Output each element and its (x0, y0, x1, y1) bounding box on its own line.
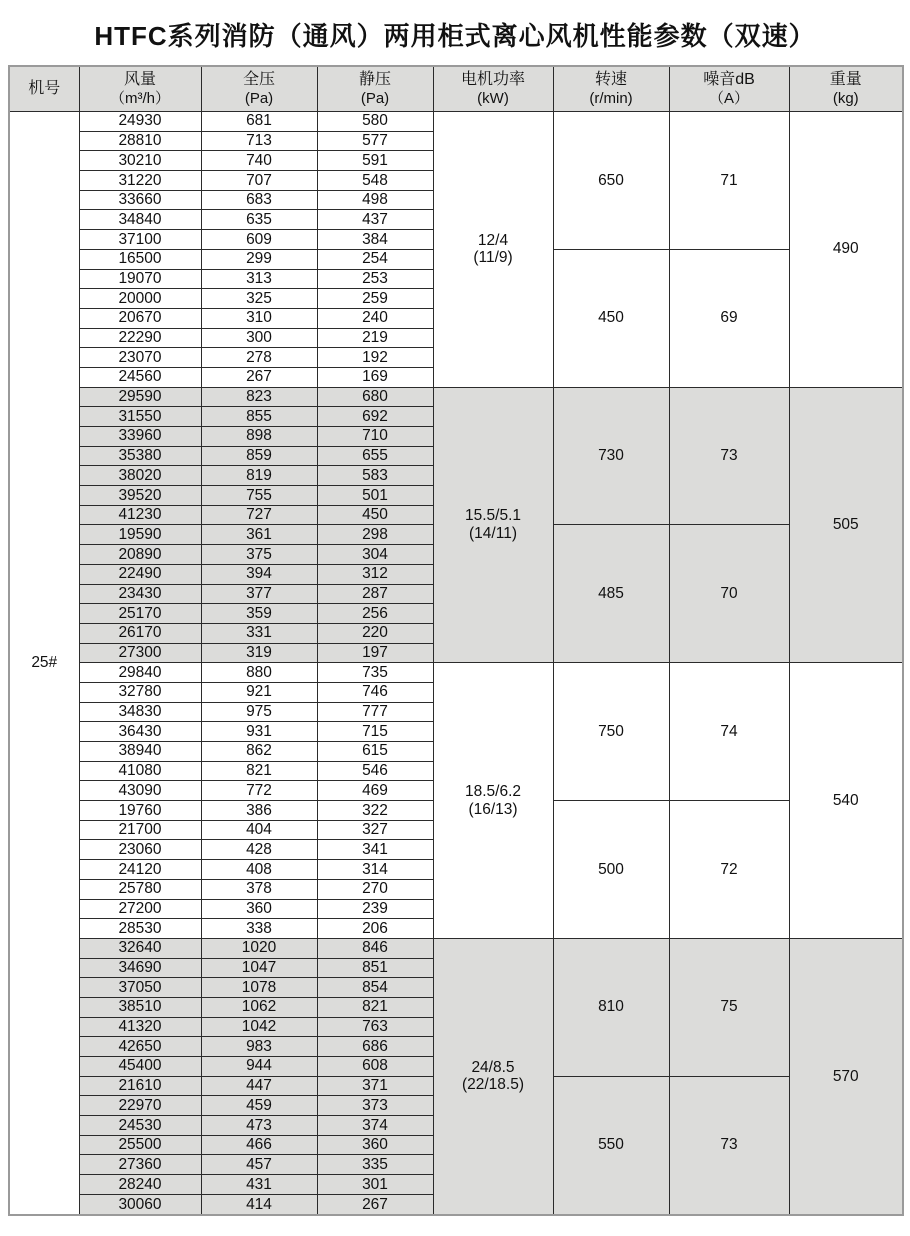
airflow-cell: 29590 (79, 387, 201, 407)
static-pressure-cell: 437 (317, 210, 433, 230)
total-pressure-cell: 447 (201, 1076, 317, 1096)
motor-power-cell (433, 663, 553, 939)
static-pressure-cell: 374 (317, 1116, 433, 1136)
total-pressure-cell: 466 (201, 1135, 317, 1155)
total-pressure-cell: 338 (201, 919, 317, 939)
speed-cell: 500 (553, 801, 669, 939)
static-pressure-cell: 577 (317, 131, 433, 151)
airflow-cell: 43090 (79, 781, 201, 801)
airflow-cell: 20000 (79, 289, 201, 309)
static-pressure-cell: 287 (317, 584, 433, 604)
static-pressure-cell: 655 (317, 446, 433, 466)
total-pressure-cell: 921 (201, 682, 317, 702)
static-pressure-cell: 715 (317, 722, 433, 742)
airflow-cell: 29840 (79, 663, 201, 683)
noise-cell: 74 (669, 663, 789, 801)
airflow-cell: 31220 (79, 171, 201, 191)
noise-cell: 75 (669, 938, 789, 1076)
total-pressure-cell: 855 (201, 407, 317, 427)
total-pressure-cell: 681 (201, 112, 317, 132)
header-total-pressure-unit: (Pa) (244, 89, 274, 107)
static-pressure-cell: 259 (317, 289, 433, 309)
header-motor-power-label: 电机功率 (460, 71, 525, 89)
header-total-pressure-label: 全压 (242, 71, 275, 89)
motor-power-line1: 24/8.5 (471, 1058, 515, 1076)
total-pressure-cell: 1062 (201, 997, 317, 1017)
total-pressure-cell: 431 (201, 1175, 317, 1195)
airflow-cell: 41080 (79, 761, 201, 781)
airflow-cell: 33660 (79, 190, 201, 210)
airflow-cell: 27200 (79, 899, 201, 919)
static-pressure-cell: 360 (317, 1135, 433, 1155)
header-noise (669, 66, 789, 112)
header-airflow-label: 风量 (123, 71, 156, 89)
airflow-cell: 23430 (79, 584, 201, 604)
static-pressure-cell: 270 (317, 879, 433, 899)
airflow-cell: 32640 (79, 938, 201, 958)
airflow-cell: 38020 (79, 466, 201, 486)
static-pressure-cell: 322 (317, 801, 433, 821)
speed-cell: 450 (553, 249, 669, 387)
static-pressure-cell: 763 (317, 1017, 433, 1037)
motor-power-line2: (14/11) (469, 524, 517, 542)
airflow-cell: 16500 (79, 249, 201, 269)
header-machine-no (9, 66, 79, 112)
noise-cell: 71 (669, 112, 789, 250)
table-row (9, 387, 903, 407)
airflow-cell: 19590 (79, 525, 201, 545)
static-pressure-cell: 239 (317, 899, 433, 919)
static-pressure-cell: 450 (317, 505, 433, 525)
total-pressure-cell: 931 (201, 722, 317, 742)
total-pressure-cell: 821 (201, 761, 317, 781)
static-pressure-cell: 591 (317, 151, 433, 171)
header-motor-power-unit: (kW) (477, 89, 509, 107)
static-pressure-cell: 686 (317, 1037, 433, 1057)
airflow-cell: 27300 (79, 643, 201, 663)
static-pressure-cell: 327 (317, 820, 433, 840)
header-static-pressure (317, 66, 433, 112)
static-pressure-cell: 580 (317, 112, 433, 132)
airflow-cell: 25500 (79, 1135, 201, 1155)
static-pressure-cell: 821 (317, 997, 433, 1017)
static-pressure-cell: 254 (317, 249, 433, 269)
motor-power-line1: 18.5/6.2 (464, 782, 522, 800)
total-pressure-cell: 635 (201, 210, 317, 230)
header-noise-unit: （A） (708, 89, 749, 107)
static-pressure-cell: 608 (317, 1057, 433, 1077)
static-pressure-cell: 615 (317, 742, 433, 762)
total-pressure-cell: 1042 (201, 1017, 317, 1037)
airflow-cell: 32780 (79, 682, 201, 702)
table-row (9, 938, 903, 958)
airflow-cell: 21700 (79, 820, 201, 840)
static-pressure-cell: 335 (317, 1155, 433, 1175)
static-pressure-cell: 219 (317, 328, 433, 348)
machine-number-cell: 25# (9, 112, 79, 1216)
static-pressure-cell: 298 (317, 525, 433, 545)
static-pressure-cell: 854 (317, 978, 433, 998)
speed-cell: 650 (553, 112, 669, 250)
total-pressure-cell: 1078 (201, 978, 317, 998)
airflow-cell: 30060 (79, 1194, 201, 1215)
table-header (9, 66, 903, 112)
page-title: HTFC系列消防（通风）两用柜式离心风机性能参数（双速） (94, 21, 816, 51)
airflow-cell: 24120 (79, 860, 201, 880)
header-speed-unit: (r/min) (589, 89, 633, 107)
airflow-cell: 34840 (79, 210, 201, 230)
static-pressure-cell: 777 (317, 702, 433, 722)
airflow-cell: 24560 (79, 367, 201, 387)
airflow-cell: 34830 (79, 702, 201, 722)
total-pressure-cell: 707 (201, 171, 317, 191)
speed-cell: 750 (553, 663, 669, 801)
static-pressure-cell: 735 (317, 663, 433, 683)
airflow-cell: 24530 (79, 1116, 201, 1136)
total-pressure-cell: 859 (201, 446, 317, 466)
total-pressure-cell: 457 (201, 1155, 317, 1175)
table-row (9, 112, 903, 132)
airflow-cell: 19760 (79, 801, 201, 821)
static-pressure-cell: 192 (317, 348, 433, 368)
total-pressure-cell: 1020 (201, 938, 317, 958)
static-pressure-cell: 197 (317, 643, 433, 663)
static-pressure-cell: 304 (317, 545, 433, 565)
static-pressure-cell: 384 (317, 230, 433, 250)
header-total-pressure (201, 66, 317, 112)
weight-cell: 505 (789, 387, 903, 663)
speed-cell: 485 (553, 525, 669, 663)
airflow-cell: 39520 (79, 486, 201, 506)
airflow-cell: 28240 (79, 1175, 201, 1195)
static-pressure-cell: 267 (317, 1194, 433, 1215)
total-pressure-cell: 428 (201, 840, 317, 860)
airflow-cell: 28810 (79, 131, 201, 151)
static-pressure-cell: 253 (317, 269, 433, 289)
airflow-cell: 23060 (79, 840, 201, 860)
total-pressure-cell: 975 (201, 702, 317, 722)
total-pressure-cell: 319 (201, 643, 317, 663)
total-pressure-cell: 459 (201, 1096, 317, 1116)
header-motor-power (433, 66, 553, 112)
total-pressure-cell: 880 (201, 663, 317, 683)
airflow-cell: 26170 (79, 623, 201, 643)
header-speed-label: 转速 (594, 71, 627, 89)
weight-cell: 540 (789, 663, 903, 939)
total-pressure-cell: 394 (201, 564, 317, 584)
static-pressure-cell: 746 (317, 682, 433, 702)
weight-cell: 490 (789, 112, 903, 388)
static-pressure-cell: 546 (317, 761, 433, 781)
table-row (9, 663, 903, 683)
motor-power-cell (433, 938, 553, 1215)
total-pressure-cell: 740 (201, 151, 317, 171)
header-noise-label: 噪音dB (703, 71, 755, 89)
total-pressure-cell: 823 (201, 387, 317, 407)
total-pressure-cell: 944 (201, 1057, 317, 1077)
total-pressure-cell: 772 (201, 781, 317, 801)
total-pressure-cell: 473 (201, 1116, 317, 1136)
total-pressure-cell: 375 (201, 545, 317, 565)
airflow-cell: 23070 (79, 348, 201, 368)
static-pressure-cell: 680 (317, 387, 433, 407)
noise-cell: 69 (669, 249, 789, 387)
airflow-cell: 35380 (79, 446, 201, 466)
airflow-cell: 41320 (79, 1017, 201, 1037)
header-airflow (79, 66, 201, 112)
airflow-cell: 25170 (79, 604, 201, 624)
airflow-cell: 38510 (79, 997, 201, 1017)
static-pressure-cell: 851 (317, 958, 433, 978)
airflow-cell: 27360 (79, 1155, 201, 1175)
motor-power-line1: 15.5/5.1 (464, 507, 522, 525)
airflow-cell: 20670 (79, 308, 201, 328)
total-pressure-cell: 683 (201, 190, 317, 210)
total-pressure-cell: 727 (201, 505, 317, 525)
total-pressure-cell: 609 (201, 230, 317, 250)
total-pressure-cell: 325 (201, 289, 317, 309)
airflow-cell: 34690 (79, 958, 201, 978)
static-pressure-cell: 371 (317, 1076, 433, 1096)
noise-cell: 73 (669, 1076, 789, 1215)
header-machine-no-label: 机号 (28, 79, 61, 97)
airflow-cell: 20890 (79, 545, 201, 565)
total-pressure-cell: 414 (201, 1194, 317, 1215)
static-pressure-cell: 846 (317, 938, 433, 958)
static-pressure-cell: 469 (317, 781, 433, 801)
speed-cell: 730 (553, 387, 669, 525)
noise-cell: 73 (669, 387, 789, 525)
total-pressure-cell: 313 (201, 269, 317, 289)
header-weight-unit: (kg) (832, 89, 859, 107)
total-pressure-cell: 359 (201, 604, 317, 624)
static-pressure-cell: 548 (317, 171, 433, 191)
total-pressure-cell: 1047 (201, 958, 317, 978)
static-pressure-cell: 206 (317, 919, 433, 939)
total-pressure-cell: 331 (201, 623, 317, 643)
airflow-cell: 19070 (79, 269, 201, 289)
airflow-cell: 37050 (79, 978, 201, 998)
airflow-cell: 37100 (79, 230, 201, 250)
airflow-cell: 41230 (79, 505, 201, 525)
airflow-cell: 21610 (79, 1076, 201, 1096)
static-pressure-cell: 301 (317, 1175, 433, 1195)
total-pressure-cell: 819 (201, 466, 317, 486)
static-pressure-cell: 314 (317, 860, 433, 880)
noise-cell: 70 (669, 525, 789, 663)
total-pressure-cell: 278 (201, 348, 317, 368)
airflow-cell: 24930 (79, 112, 201, 132)
total-pressure-cell: 267 (201, 367, 317, 387)
total-pressure-cell: 386 (201, 801, 317, 821)
static-pressure-cell: 256 (317, 604, 433, 624)
total-pressure-cell: 404 (201, 820, 317, 840)
motor-power-cell (433, 112, 553, 388)
total-pressure-cell: 310 (201, 308, 317, 328)
header-speed (553, 66, 669, 112)
airflow-cell: 31550 (79, 407, 201, 427)
speed-cell: 550 (553, 1076, 669, 1215)
static-pressure-cell: 710 (317, 427, 433, 447)
header-static-pressure-unit: (Pa) (360, 89, 390, 107)
static-pressure-cell: 240 (317, 308, 433, 328)
motor-power-line1: 12/4 (477, 231, 509, 249)
speed-cell: 810 (553, 938, 669, 1076)
airflow-cell: 36430 (79, 722, 201, 742)
header-static-pressure-label: 静压 (358, 71, 391, 89)
airflow-cell: 38940 (79, 742, 201, 762)
total-pressure-cell: 300 (201, 328, 317, 348)
airflow-cell: 22970 (79, 1096, 201, 1116)
total-pressure-cell: 378 (201, 879, 317, 899)
total-pressure-cell: 898 (201, 427, 317, 447)
airflow-cell: 30210 (79, 151, 201, 171)
motor-power-cell (433, 387, 553, 663)
airflow-cell: 28530 (79, 919, 201, 939)
weight-cell: 570 (789, 938, 903, 1215)
static-pressure-cell: 312 (317, 564, 433, 584)
motor-power-line2: (22/18.5) (461, 1076, 525, 1094)
static-pressure-cell: 341 (317, 840, 433, 860)
total-pressure-cell: 361 (201, 525, 317, 545)
static-pressure-cell: 498 (317, 190, 433, 210)
static-pressure-cell: 692 (317, 407, 433, 427)
total-pressure-cell: 408 (201, 860, 317, 880)
static-pressure-cell: 501 (317, 486, 433, 506)
airflow-cell: 25780 (79, 879, 201, 899)
static-pressure-cell: 373 (317, 1096, 433, 1116)
airflow-cell: 45400 (79, 1057, 201, 1077)
static-pressure-cell: 583 (317, 466, 433, 486)
noise-cell: 72 (669, 801, 789, 939)
airflow-cell: 42650 (79, 1037, 201, 1057)
header-weight-label: 重量 (829, 71, 862, 89)
performance-table (8, 65, 904, 1216)
total-pressure-cell: 299 (201, 249, 317, 269)
static-pressure-cell: 169 (317, 367, 433, 387)
table-body (9, 112, 903, 1216)
airflow-cell: 33960 (79, 427, 201, 447)
static-pressure-cell: 220 (317, 623, 433, 643)
airflow-cell: 22290 (79, 328, 201, 348)
header-weight (789, 66, 903, 112)
total-pressure-cell: 983 (201, 1037, 317, 1057)
total-pressure-cell: 360 (201, 899, 317, 919)
header-row (9, 66, 903, 112)
header-airflow-unit: （m³/h） (109, 89, 170, 107)
airflow-cell: 22490 (79, 564, 201, 584)
motor-power-line2: (16/13) (468, 800, 518, 818)
total-pressure-cell: 713 (201, 131, 317, 151)
total-pressure-cell: 755 (201, 486, 317, 506)
total-pressure-cell: 862 (201, 742, 317, 762)
total-pressure-cell: 377 (201, 584, 317, 604)
motor-power-line2: (11/9) (473, 249, 513, 267)
